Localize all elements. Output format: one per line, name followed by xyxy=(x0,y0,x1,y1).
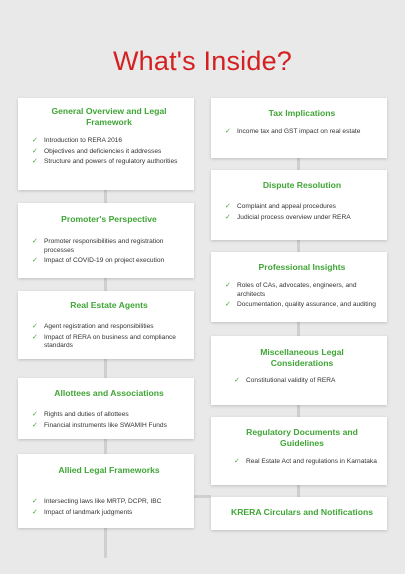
checkmark-icon: ✓ xyxy=(234,458,240,465)
connector-line xyxy=(297,405,300,417)
list-item: ✓ Impact of landmark judgments xyxy=(32,508,133,516)
checkmark-icon: ✓ xyxy=(32,421,38,429)
section-title: Regulatory Documents and Guidelines xyxy=(246,427,358,448)
connector-line xyxy=(297,240,300,252)
list-item: ✓ Real Estate Act and regulations in Karnataka xyxy=(234,458,377,465)
section-card-tax-implications xyxy=(211,98,387,158)
checkmark-icon: ✓ xyxy=(32,333,38,341)
list-item: ✓ Impact of COVID-19 on project execution xyxy=(32,257,165,265)
connector-line xyxy=(104,359,107,378)
section-title: General Overview and Legal Framework xyxy=(51,106,167,127)
connector-line xyxy=(104,439,107,454)
page-title: What's Inside? xyxy=(112,46,293,76)
section-title: Professional Insights xyxy=(258,262,346,272)
checkmark-icon: ✓ xyxy=(32,411,38,418)
section-title: Promoter's Perspective xyxy=(61,214,157,224)
connector-line xyxy=(297,322,300,336)
section-card-allottees xyxy=(18,378,194,439)
checkmark-icon: ✓ xyxy=(32,257,38,265)
checkmark-icon: ✓ xyxy=(32,238,38,245)
checkmark-icon: ✓ xyxy=(225,203,231,210)
checkmark-icon: ✓ xyxy=(32,323,38,330)
section-title: Tax Implications xyxy=(268,108,336,118)
list-item: ✓ Income tax and GST impact on real estate xyxy=(225,128,361,135)
checkmark-icon: ✓ xyxy=(225,128,231,135)
list-item: ✓ Judicial process overview under RERA xyxy=(225,213,351,221)
list-item: ✓ Intersecting laws like MRTP, DCPR, IBC xyxy=(32,498,162,505)
list-item: ✓ Documentation, quality assurance, and auditing xyxy=(225,301,376,309)
checkmark-icon: ✓ xyxy=(234,377,240,384)
section-card-krera-circulars xyxy=(211,497,387,530)
section-card-promoter xyxy=(18,203,194,278)
list-item: ✓ Complaint and appeal procedures xyxy=(225,203,336,210)
list-item: ✓ Structure and powers of regulatory authorities xyxy=(32,158,178,166)
list-item: ✓ Constitutional validity of RERA xyxy=(234,377,336,384)
section-card-dispute-resolution xyxy=(211,170,387,240)
list-item: ✓ Introduction to RERA 2016 xyxy=(32,137,123,144)
list-item: ✓ Promoter responsibilities and registration processes xyxy=(32,238,164,254)
checkmark-icon: ✓ xyxy=(225,282,231,289)
checkmark-icon: ✓ xyxy=(32,508,38,516)
checkmark-icon: ✓ xyxy=(225,301,231,309)
section-title: Miscellaneous Legal Considerations xyxy=(260,347,344,368)
section-card-regulatory-documents xyxy=(211,417,387,485)
connector-line xyxy=(104,528,107,558)
section-title: KRERA Circulars and Notifications xyxy=(231,507,373,517)
section-card-real-estate-agents xyxy=(18,291,194,359)
section-card-professional-insights xyxy=(211,252,387,322)
checkmark-icon: ✓ xyxy=(225,213,231,221)
connector-line xyxy=(194,495,211,498)
list-item: ✓ Roles of CAs, advocates, engineers, and architects xyxy=(225,282,357,298)
list-item: ✓ Impact of RERA on business and compliance standards xyxy=(32,333,176,350)
section-card-miscellaneous-legal xyxy=(211,336,387,405)
section-title: Allottees and Associations xyxy=(54,388,164,398)
checkmark-icon: ✓ xyxy=(32,147,38,155)
connector-line xyxy=(297,485,300,497)
list-item: ✓ Objectives and deficiencies it addresses xyxy=(32,147,162,155)
section-title: Dispute Resolution xyxy=(262,180,342,190)
section-card-general-overview xyxy=(18,98,194,190)
list-item: ✓ Rights and duties of allottees xyxy=(32,411,129,418)
checkmark-icon: ✓ xyxy=(32,498,38,505)
checkmark-icon: ✓ xyxy=(32,158,38,166)
section-title: Allied Legal Frameworks xyxy=(58,465,160,475)
section-card-allied-legal xyxy=(18,454,194,528)
checkmark-icon: ✓ xyxy=(32,137,38,144)
list-item: ✓ Financial instruments like SWAMIH Funds xyxy=(32,421,167,429)
section-title: Real Estate Agents xyxy=(70,300,148,310)
list-item: ✓ Agent registration and responsibilities xyxy=(32,323,154,330)
connector-line xyxy=(297,158,300,170)
